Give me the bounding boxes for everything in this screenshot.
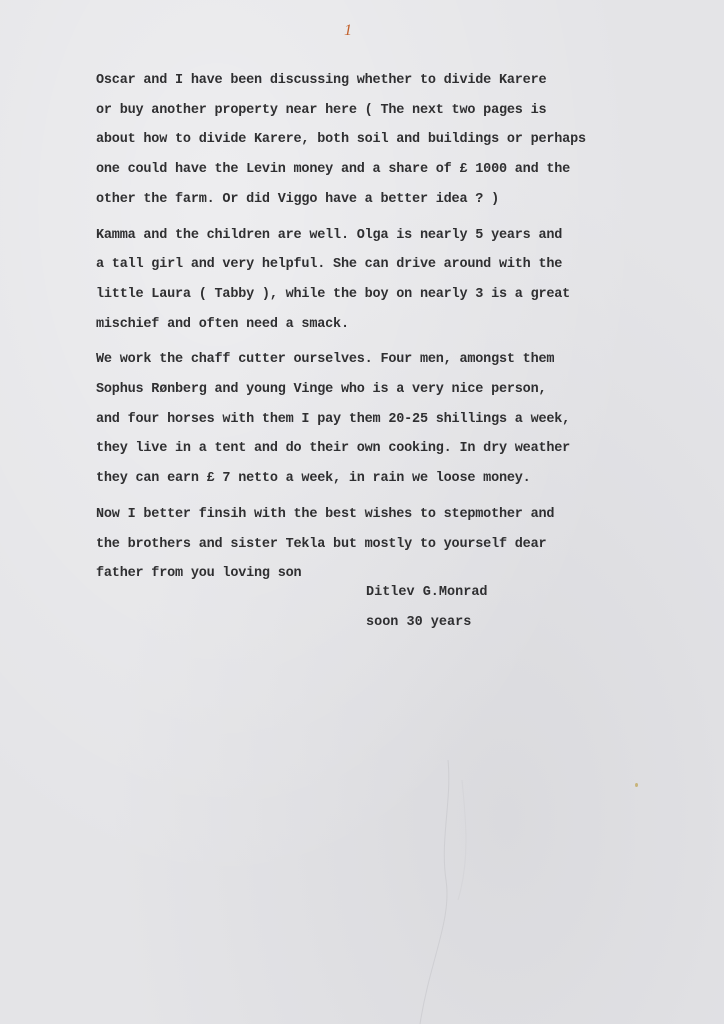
signature-name: Ditlev G.Monrad <box>366 585 488 600</box>
letter-body <box>96 66 696 595</box>
paragraph-chaff-cutter: We work the chaff cutter ourselves. Four men, amongst them Sophus Rønberg and young Vinge who is a very nice person, and four horses with them I pay them 20-25 shillings a week, they live in a tent and do their own cooking. In dry weather they can earn £ 7 netto a week, in rain we loose money. <box>96 352 571 487</box>
paragraph-property: Oscar and I have been discussing whether to divide Karere or buy another property near here ( The next two pages is about how to divide Karere, both soil and buildings or perhaps one could have the Levin money and a share of £ 1000 and the other the farm. Or did Viggo have a better idea ? ) <box>96 73 586 207</box>
signature-block <box>366 578 488 637</box>
page-number: 1 <box>344 22 352 39</box>
signature-note: soon 30 years <box>366 614 472 630</box>
paragraph-family: Kamma and the children are well. Olga is nearly 5 years and a tall girl and very helpful. She can drive around with the little Laura ( Tabby ), while the boy on nearly 3 is a great mischief and often need a smack. <box>96 227 571 332</box>
paper-speck <box>635 783 638 787</box>
paragraph-closing: Now I better finsih with the best wishes to stepmother and the brothers and sister Tekla but mostly to yourself dear father from you loving son <box>96 506 555 582</box>
